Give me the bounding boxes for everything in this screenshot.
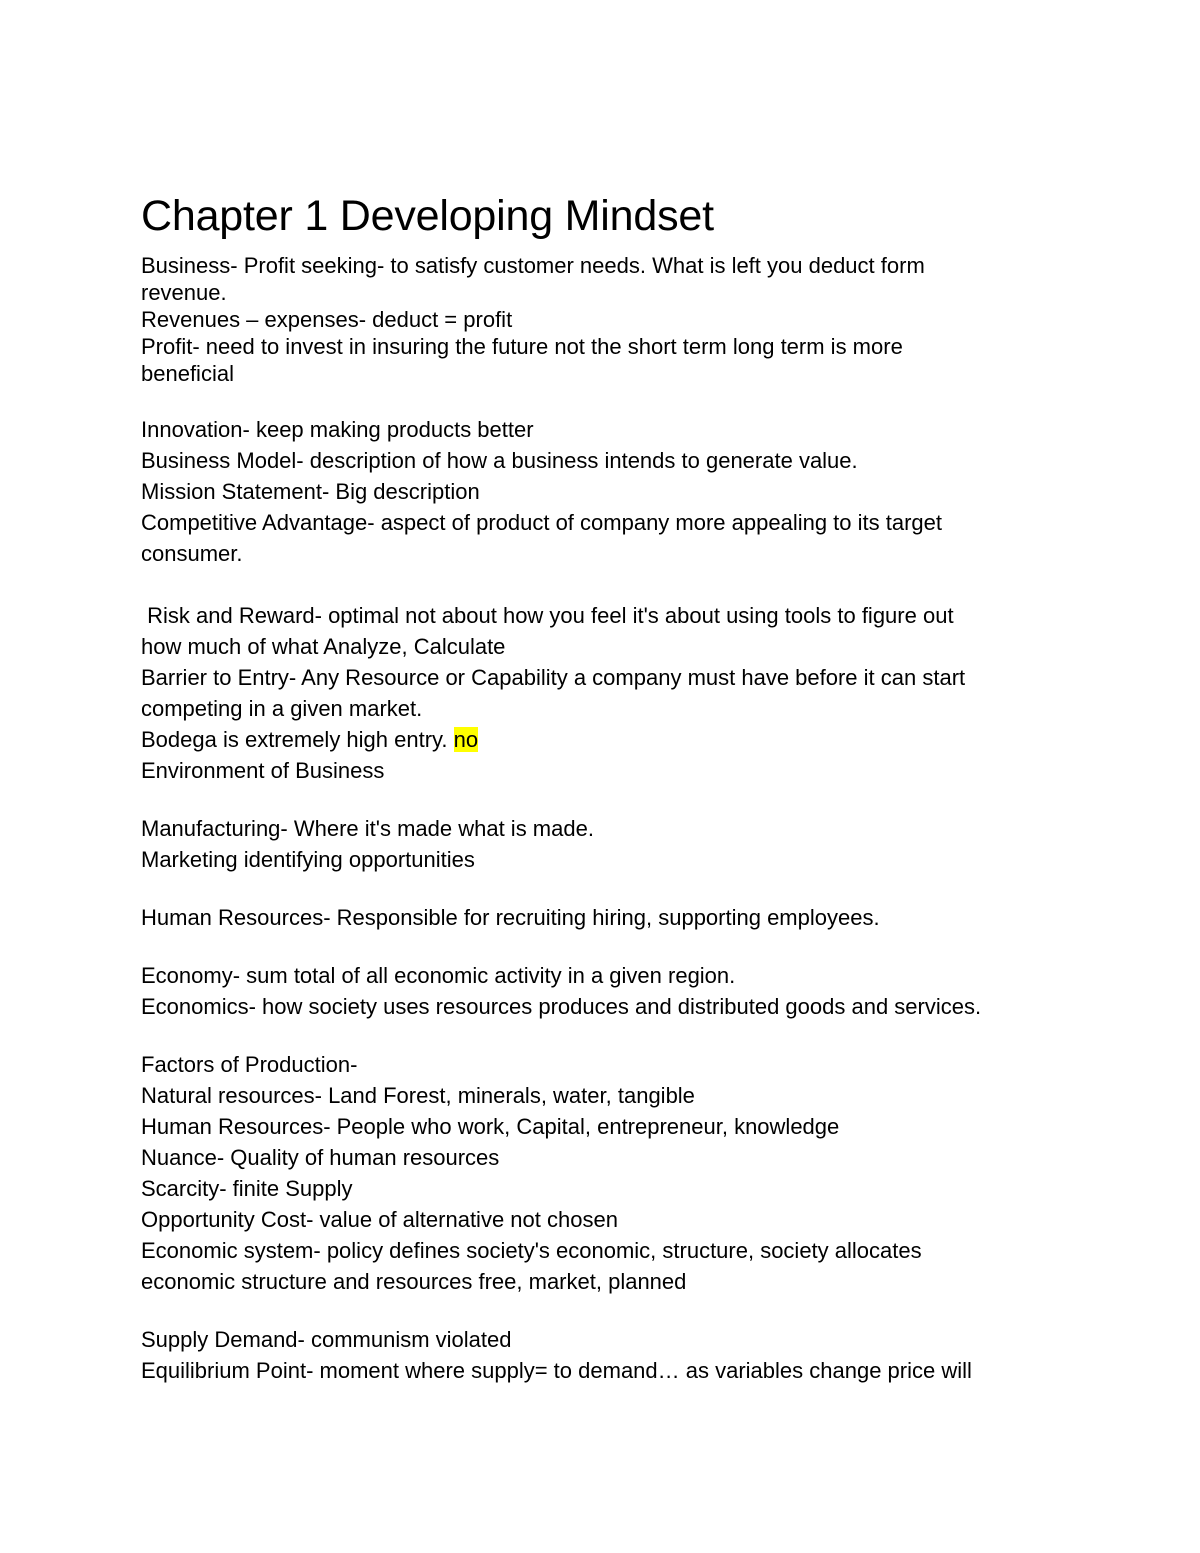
text-line: Economics- how society uses resources produces and distributed goods and services. [141,994,982,1019]
text-line: consumer. [141,541,243,566]
paragraph-gap [141,1022,1061,1049]
text-line: revenue. [141,280,227,305]
text-line: Human Resources- Responsible for recruiting hiring, supporting employees. [141,905,880,930]
text-line: Human Resources- People who work, Capital, entrepreneur, knowledge [141,1114,840,1139]
text-line: Opportunity Cost- value of alternative not chosen [141,1207,618,1232]
text-line: Manufacturing- Where it's made what is made. [141,816,594,841]
text-line: competing in a given market. [141,696,423,721]
factors-of-production-section [141,1049,1061,1297]
text-line: Business- Profit seeking- to satisfy customer needs. What is left you deduct form [141,253,925,278]
text-line: Nuance- Quality of human resources [141,1145,500,1170]
paragraph-gap [141,933,1061,960]
paragraph-gap [141,387,1061,414]
paragraph-gap [141,875,1061,902]
human-resources-section [141,902,1061,933]
text-line: Environment of Business [141,758,385,783]
text-line: Barrier to Entry- Any Resource or Capability a company must have before it can start [141,665,966,690]
paragraph-gap [141,786,1061,813]
text-line: Mission Statement- Big description [141,479,480,504]
text-line: Natural resources- Land Forest, minerals, water, tangible [141,1083,695,1108]
text-line: Profit- need to invest in insuring the future not the short term long term is more [141,334,903,359]
bodega-line [141,724,1061,755]
text-line: Business Model- description of how a business intends to generate value. [141,448,858,473]
text-line: Factors of Production- [141,1052,358,1077]
manufacturing-section [141,813,1061,875]
text-line: Supply Demand- communism violated [141,1327,512,1352]
text-line: Marketing identifying opportunities [141,847,475,872]
text-line: Economy- sum total of all economic activity in a given region. [141,963,736,988]
text-line: Competitive Advantage- aspect of product of company more appealing to its target [141,510,943,535]
text-line: Equilibrium Point- moment where supply= to demand… as variables change price will [141,1358,972,1383]
economy-section [141,960,1061,1022]
text-line: economic structure and resources free, market, planned [141,1269,687,1294]
text-line: Revenues – expenses- deduct = profit [141,307,513,332]
document-title: Chapter 1 Developing Mindset [141,192,714,240]
text-line: Economic system- policy defines society's economic, structure, society allocates [141,1238,922,1263]
business-definition-section [141,252,1061,387]
text-line: Risk and Reward- optimal not about how you feel it's about using tools to figure out [141,603,954,628]
text-line: how much of what Analyze, Calculate [141,634,506,659]
highlighted-answer: no [453,727,479,752]
paragraph-gap [141,569,1061,600]
risk-reward-section [141,600,1061,786]
text-line: Scarcity- finite Supply [141,1176,353,1201]
paragraph-gap [141,1297,1061,1324]
innovation-section [141,414,1061,569]
text-line: Innovation- keep making products better [141,417,534,442]
supply-demand-section [141,1324,1061,1386]
bodega-text: Bodega is extremely high entry. [141,727,454,752]
text-line: beneficial [141,361,234,386]
document-body [141,188,1061,1386]
